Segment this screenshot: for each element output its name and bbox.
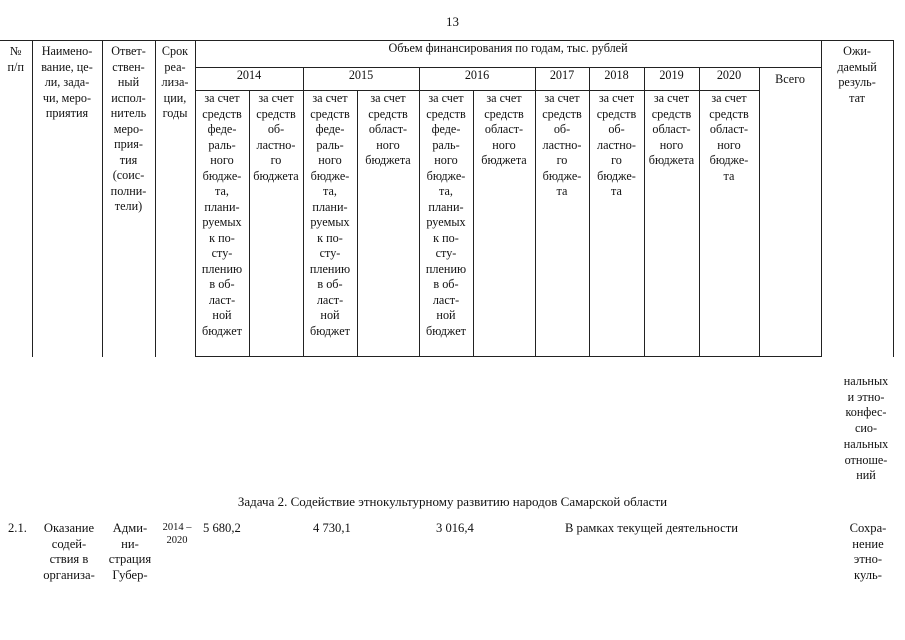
header-term: Срок реа- лиза- ции, годы <box>155 41 195 357</box>
row-term: 2014 – 2020 <box>162 522 192 546</box>
header-responsible: Ответ- ствен- ный испол- нитель меро- прия- тия (соис- полни- тели) <box>102 41 155 357</box>
header-total: Всего <box>759 68 821 357</box>
header-expected: Ожи- даемый резуль- тат <box>821 41 893 357</box>
header-name: Наимено- вание, це- ли, зада- чи, меро- приятия <box>32 41 102 357</box>
subheader-2020-regional: за счет средств област- ного бюдже- та <box>699 91 759 357</box>
row-current-activity: В рамках текущей деятельности <box>565 521 738 535</box>
year-2018: 2018 <box>589 68 644 91</box>
row-value-2016: 3 016,4 <box>436 521 474 535</box>
subheader-2016-regional: за счет средств област- ного бюджета <box>473 91 535 357</box>
expected-result-continuation: нальных и этно- конфес- сио- нальных отноше- ний <box>843 374 889 483</box>
row-activity-name: Оказание содей- ствия в организа- <box>43 521 95 582</box>
subheader-2014-federal: за счет средств феде- раль- ного бюдже- та, плани- руемых к по- сту- плению в об- ласт- ной бюджет <box>195 91 249 357</box>
year-2020: 2020 <box>699 68 759 91</box>
page-number: 13 <box>446 14 459 29</box>
row-responsible: Адми- ни- страция Губер- <box>108 521 152 582</box>
row-expected-result: Сохра- нение этно- куль- <box>849 521 887 582</box>
year-2019: 2019 <box>644 68 699 91</box>
year-2017: 2017 <box>535 68 589 91</box>
year-2015: 2015 <box>303 68 419 91</box>
row-number: 2.1. <box>8 521 27 535</box>
year-2016: 2016 <box>419 68 535 91</box>
subheader-2018-regional: за счет средств об- ластно- го бюдже- та <box>589 91 644 357</box>
header-funding: Объем финансирования по годам, тыс. рублей <box>195 41 821 68</box>
row-value-2015: 4 730,1 <box>313 521 351 535</box>
year-2014: 2014 <box>195 68 303 91</box>
subheader-2019-regional: за счет средств област- ного бюджета <box>644 91 699 357</box>
subheader-2014-regional: за счет средств об- ластно- го бюджета <box>249 91 303 357</box>
task-title: Задача 2. Содействие этнокультурному развитию народов Самарской области <box>237 494 668 509</box>
subheader-2017-regional: за счет средств об- ластно- го бюдже- та <box>535 91 589 357</box>
row-value-2014: 5 680,2 <box>203 521 241 535</box>
subheader-2015-regional: за счет средств област- ного бюджета <box>357 91 419 357</box>
subheader-2015-federal: за счет средств феде- раль- ного бюдже- та, плани- руемых к по- сту- плению в об- ласт- ной бюджет <box>303 91 357 357</box>
subheader-2016-federal: за счет средств феде- раль- ного бюдже- та, плани- руемых к по- сту- плению в об- ласт- ной бюджет <box>419 91 473 357</box>
funding-table <box>0 40 894 357</box>
header-num: № п/п <box>0 41 32 357</box>
